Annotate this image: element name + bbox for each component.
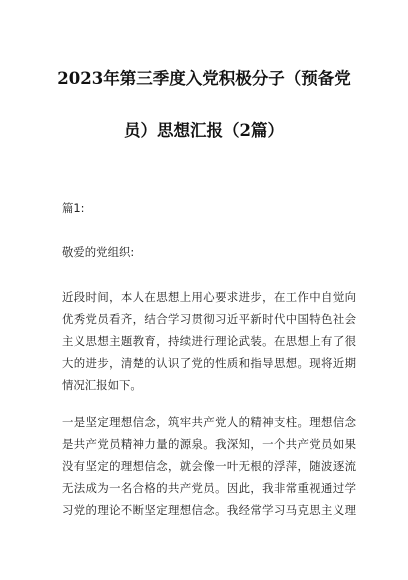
paragraph-line: 情况汇报如下。 — [62, 378, 142, 392]
paragraph-line: 习党的理论不断坚定理想信念。我经常学习马克思主义理 — [62, 503, 356, 517]
paragraph-line: 近段时间，本人在思想上用心要求进步，在工作中自觉向 — [62, 290, 356, 304]
paragraph-line: 大的进步，清楚的认识了党的性质和指导思想。现将近期 — [62, 356, 356, 370]
paragraph-line: 没有坚定的理想信念，就会像一叶无根的浮萍，随波逐流 — [62, 459, 356, 473]
paragraph-line: 无法成为一名合格的共产党员。因此，我非常重视通过学 — [62, 481, 356, 495]
document-title-line-2: 员）思想汇报（2篇） — [124, 121, 284, 140]
paragraph-1 — [62, 290, 356, 400]
paragraph-line: 优秀党员看齐，结合学习贯彻习近平新时代中国特色社会 — [62, 312, 356, 326]
paragraph-line: 一是坚定理想信念，筑牢共产党人的精神支柱。理想信念 — [62, 415, 356, 429]
document-title-line-1: 2023年第三季度入党积极分子（预备党 — [57, 69, 351, 88]
paragraph-line: 是共产党员精神力量的源泉。我深知，一个共产党员如果 — [62, 437, 356, 451]
section-label: 篇1: — [62, 201, 85, 215]
paragraph-line: 主义思想主题教育，持续进行理论武装。在思想上有了很 — [62, 334, 356, 348]
greeting: 敬爱的党组织: — [62, 245, 135, 259]
paragraph-2 — [62, 415, 356, 525]
